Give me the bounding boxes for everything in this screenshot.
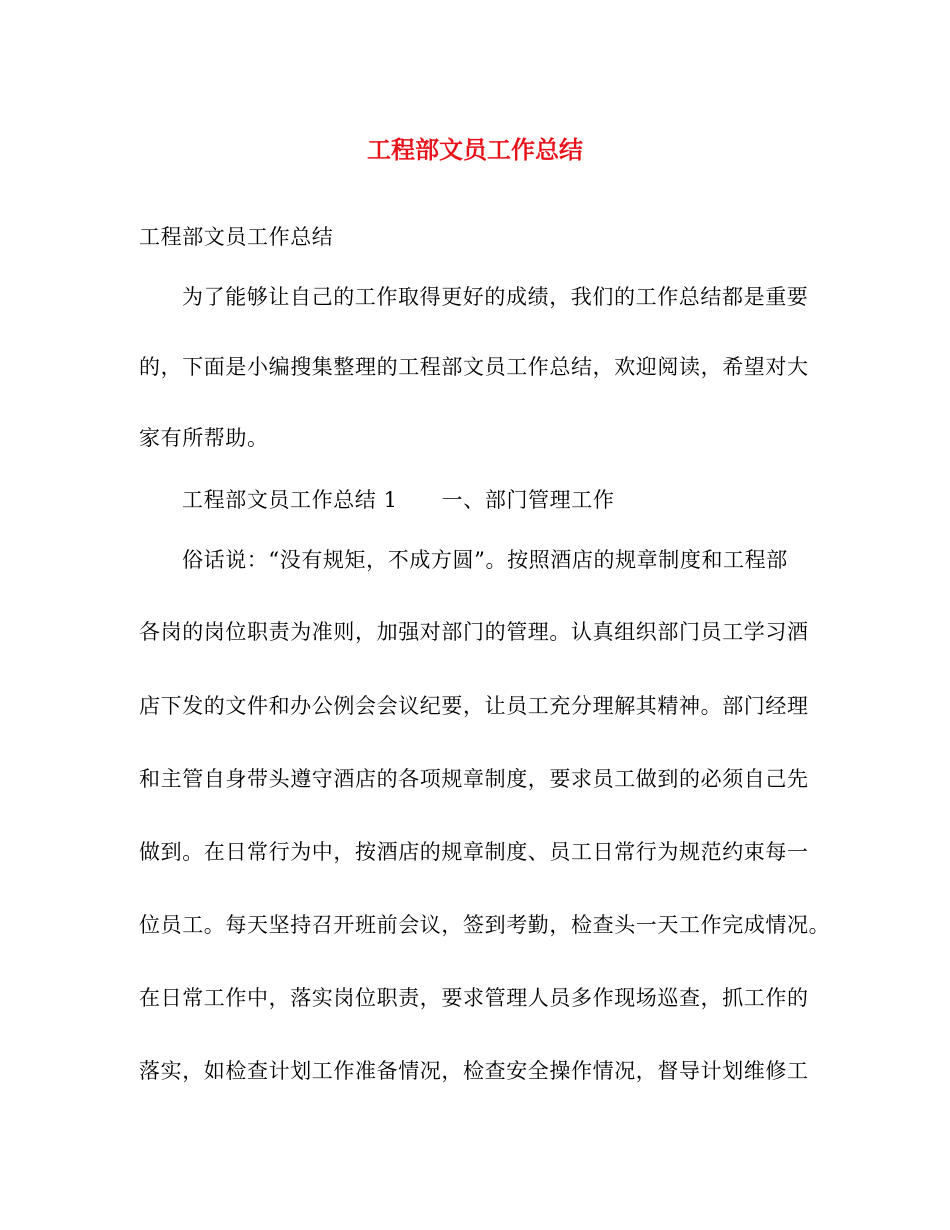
- body-line-4: 和主管自身带头遵守酒店的各项规章制度，要求员工做到的必须自己先: [139, 767, 809, 791]
- intro-line-3: 家有所帮助。: [139, 426, 269, 450]
- document-title: 工程部文员工作总结: [367, 135, 583, 164]
- body-line-1: 俗话说：“没有规矩，不成方圆”。按照酒店的规章制度和工程部: [182, 548, 788, 572]
- body-line-7: 在日常工作中，落实岗位职责，要求管理人员多作现场巡查，抓工作的: [139, 986, 809, 1010]
- document-subtitle: 工程部文员工作总结: [139, 225, 334, 249]
- intro-line-2: 的，下面是小编搜集整理的工程部文员工作总结，欢迎阅读，希望对大: [139, 355, 809, 379]
- section-heading-row: [182, 485, 872, 515]
- section-heading: 工程部文员工作总结 1: [182, 488, 398, 512]
- body-line-5: 做到。在日常行为中，按酒店的规章制度、员工日常行为规范约束每一: [139, 840, 809, 864]
- intro-line-1: 为了能够让自己的工作取得更好的成绩，我们的工作总结都是重要: [182, 285, 809, 309]
- body-line-6: 位员工。每天坚持召开班前会议，签到考勤，检查头一天工作完成情况。: [139, 913, 831, 937]
- body-line-8: 落实，如检查计划工作准备情况，检查安全操作情况，督导计划维修工: [139, 1059, 809, 1083]
- body-line-3: 店下发的文件和办公例会会议纪要，让员工充分理解其精神。部门经理: [139, 694, 809, 718]
- body-line-2: 各岗的岗位职责为准则，加强对部门的管理。认真组织部门员工学习酒: [139, 620, 809, 644]
- section-subheading: 一、部门管理工作: [441, 488, 615, 512]
